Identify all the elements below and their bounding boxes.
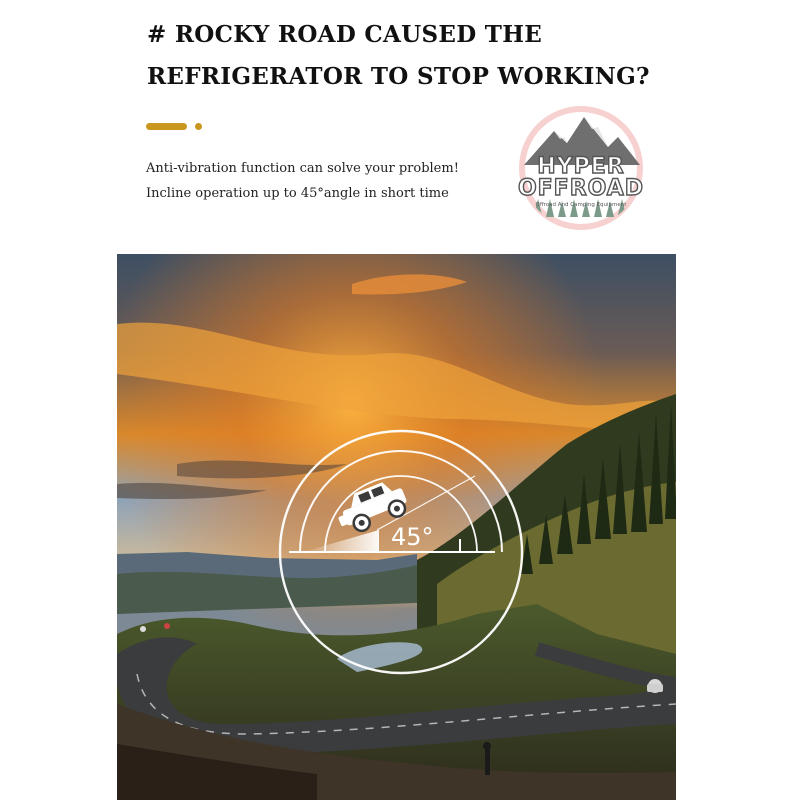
feature-description (146, 156, 526, 206)
angle-label: 45° (391, 523, 434, 551)
mountain-road-photo (117, 254, 676, 800)
brand-logo (512, 103, 650, 233)
feature-line-1: Anti-vibration function can solve your problem! (146, 161, 459, 176)
accent-divider (146, 123, 206, 131)
headline-line-1: # ROCKY ROAD CAUSED THE (147, 21, 543, 48)
feature-line-2: Incline operation up to 45°angle in short time (146, 186, 449, 201)
headline-line-2: REFRIGERATOR TO STOP WORKING? (147, 63, 650, 90)
logo-line-1: HYPER (537, 154, 625, 179)
logo-tagline: Offroad And Camping Equipment (535, 202, 627, 208)
accent-dot (195, 123, 202, 130)
logo-line-2: OFFROAD (517, 176, 645, 201)
headline (147, 14, 687, 98)
accent-bar (146, 123, 187, 130)
